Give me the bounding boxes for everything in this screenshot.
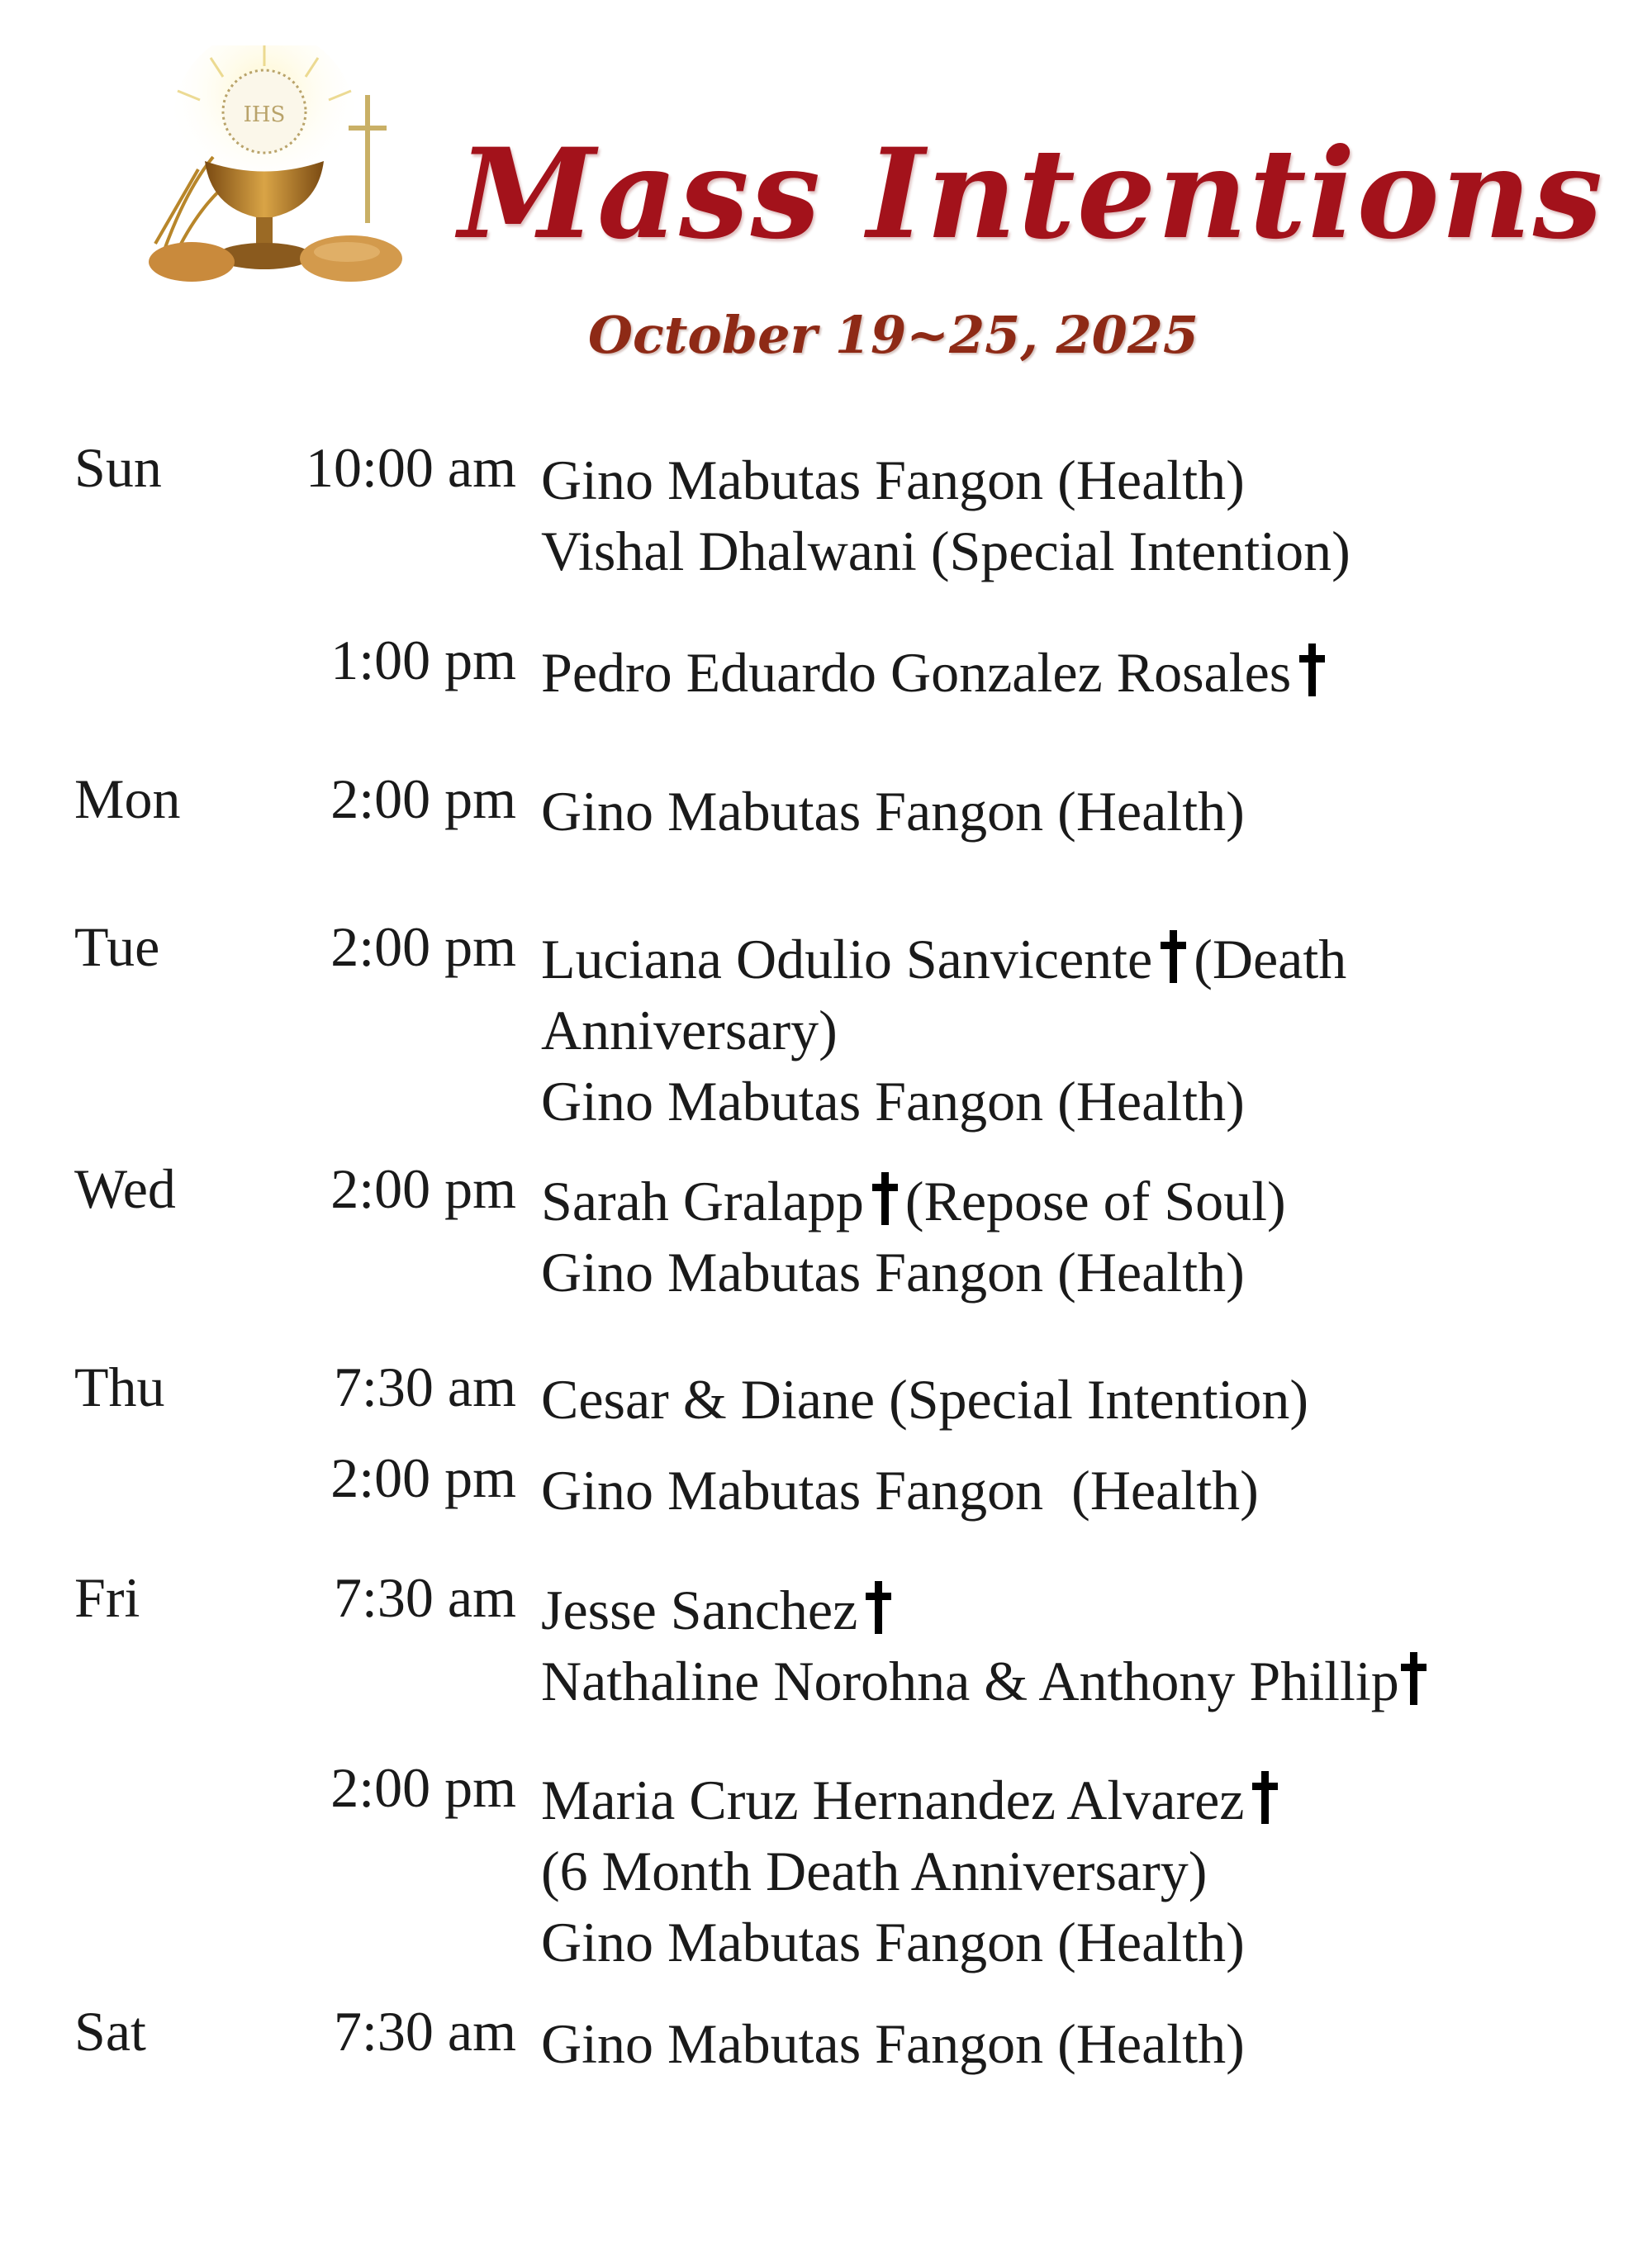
day-label: Sun	[74, 436, 162, 499]
intention-note: (Death	[1194, 928, 1347, 990]
mass-time: 1:00 pm	[330, 629, 516, 691]
svg-text:IHS: IHS	[243, 102, 286, 127]
mass-time: 7:30 am	[334, 1356, 516, 1418]
intention-line	[541, 1237, 1615, 1308]
intention-list	[541, 1166, 1615, 1308]
day-label: Mon	[74, 767, 181, 830]
intention-list	[541, 1364, 1615, 1435]
intention-text: Gino Mabutas Fangon (Health)	[541, 2012, 1245, 2075]
date-range: October 19~25, 2025	[588, 305, 1199, 365]
intention-line	[541, 1364, 1615, 1435]
intention-line	[541, 1907, 1615, 1978]
intention-text: Gino Mabutas Fangon (Health)	[541, 780, 1245, 843]
mass-time: 2:00 pm	[330, 767, 516, 830]
intention-list	[541, 1764, 1615, 1978]
intention-line	[541, 1166, 1615, 1237]
intention-line	[541, 1574, 1615, 1646]
intention-text: Gino Mabutas Fangon (Health)	[541, 449, 1245, 511]
page-title: Mass Intentions	[458, 121, 1605, 267]
chalice-host-icon	[140, 45, 421, 293]
intention-text: Maria Cruz Hernandez Alvarez	[541, 1769, 1245, 1831]
intention-line	[541, 444, 1615, 515]
intention-line	[541, 776, 1615, 847]
mass-time: 2:00 pm	[330, 1157, 516, 1220]
cross-icon	[1401, 1652, 1426, 1705]
intention-line	[541, 1455, 1615, 1526]
intention-note: (Repose of Soul)	[904, 1170, 1286, 1232]
day-label: Thu	[74, 1356, 165, 1418]
intention-line	[541, 924, 1615, 995]
day-label: Tue	[74, 915, 160, 978]
day-label: Sat	[74, 2000, 146, 2063]
intention-text: Gino Mabutas Fangon (Health)	[541, 1241, 1245, 1304]
intention-line	[541, 637, 1615, 708]
intention-list	[541, 2008, 1615, 2079]
intention-line	[541, 1646, 1615, 1717]
cross-icon	[1252, 1771, 1277, 1824]
intention-list	[541, 1455, 1615, 1526]
intention-text: Gino Mabutas Fangon (Health)	[541, 1459, 1259, 1522]
intention-text: Nathaline Norohna & Anthony Phillip	[541, 1650, 1399, 1712]
intention-list	[541, 776, 1615, 847]
header	[0, 0, 1652, 388]
intention-text: Gino Mabutas Fangon (Health)	[541, 1911, 1245, 1973]
mass-time: 2:00 pm	[330, 1756, 516, 1819]
mass-time: 10:00 am	[306, 436, 516, 499]
intention-list	[541, 924, 1615, 1137]
cross-icon	[872, 1172, 897, 1225]
intention-text: Vishal Dhalwani (Special Intention)	[541, 520, 1351, 582]
mass-time: 2:00 pm	[330, 915, 516, 978]
intention-text: Sarah Gralapp	[541, 1170, 864, 1232]
day-label: Fri	[74, 1566, 140, 1629]
intention-list	[541, 444, 1615, 586]
intention-line	[541, 1835, 1615, 1907]
intention-text: Anniversary)	[541, 999, 838, 1061]
intention-list	[541, 1574, 1615, 1717]
intention-line	[541, 1066, 1615, 1137]
cross-icon	[866, 1581, 890, 1634]
day-label: Wed	[74, 1157, 176, 1220]
intention-text: Gino Mabutas Fangon (Health)	[541, 1070, 1245, 1133]
cross-icon	[1161, 930, 1185, 983]
intention-list	[541, 637, 1615, 708]
intention-text: Pedro Eduardo Gonzalez Rosales	[541, 641, 1292, 704]
intention-line	[541, 1764, 1615, 1835]
intention-line	[541, 2008, 1615, 2079]
intention-text: Cesar & Diane (Special Intention)	[541, 1368, 1309, 1431]
intention-text: Jesse Sanchez	[541, 1579, 858, 1641]
intention-text: (6 Month Death Anniversary)	[541, 1840, 1208, 1902]
intention-line	[541, 515, 1615, 586]
mass-time: 7:30 am	[334, 1566, 516, 1629]
cross-icon	[1299, 643, 1324, 696]
mass-time: 2:00 pm	[330, 1446, 516, 1509]
intention-text: Luciana Odulio Sanvicente	[541, 928, 1153, 990]
intention-line	[541, 995, 1615, 1066]
mass-time: 7:30 am	[334, 2000, 516, 2063]
